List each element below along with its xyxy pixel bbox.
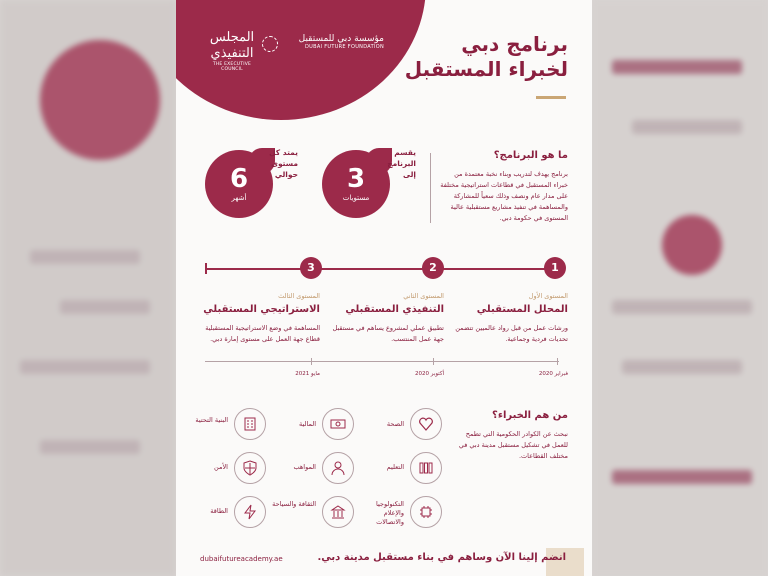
chip-icon xyxy=(410,496,442,528)
shield-icon xyxy=(234,452,266,484)
sector-health-label: الصحة xyxy=(386,420,404,428)
footer-url-link[interactable]: dubaifutureacademy.ae xyxy=(200,555,283,563)
title-underline xyxy=(536,96,566,99)
background-right-blur xyxy=(592,0,768,576)
sector-culture-label: الثقافة والسياحة xyxy=(272,500,316,508)
levels-stat-value: 3 xyxy=(346,164,366,194)
timeline-line xyxy=(205,268,559,270)
books-icon xyxy=(410,452,442,484)
level-3-marker: 3 xyxy=(300,257,322,279)
level-2-subtitle: المستوى الثاني xyxy=(403,292,444,300)
levels-stat-unit: مستويات xyxy=(342,194,370,202)
infographic-page xyxy=(176,0,592,576)
level-2-date: أكتوبر 2020 xyxy=(415,371,444,377)
council-logo-text: المجلس التنفيذي xyxy=(209,30,255,61)
executive-council-logo xyxy=(202,30,262,72)
level-1-subtitle: المستوى الأول xyxy=(528,292,568,300)
level-2-marker: 2 xyxy=(422,257,444,279)
levels-stat-label: يقسم البرنامج إلى xyxy=(387,148,416,179)
sector-technology-label: التكنولوجيا والإعلام والاتصالات xyxy=(376,500,404,526)
sector-infrastructure-label: البنية التحتية xyxy=(195,416,228,424)
background-left-blur xyxy=(0,0,176,576)
council-logo-english: THE EXECUTIVE COUNCIL xyxy=(212,62,252,72)
culture-icon xyxy=(322,496,354,528)
experts-section xyxy=(448,410,568,462)
sector-security-label: الأمن xyxy=(214,463,228,471)
about-heading: ما هو البرنامج؟ xyxy=(493,150,568,161)
foundation-name-en: DUBAI FUTURE FOUNDATION xyxy=(304,44,384,50)
lightning-icon xyxy=(234,496,266,528)
about-divider xyxy=(430,153,431,223)
sector-finance-label: المالية xyxy=(299,420,316,428)
dubai-future-foundation-logo xyxy=(280,34,384,50)
sector-education-label: التعليم xyxy=(386,463,404,471)
level-2-card xyxy=(326,292,444,345)
about-section xyxy=(440,150,568,224)
duration-stat-label: يمتد كل مستوى حوالي xyxy=(269,148,298,179)
level-1-description: ورشات عمل من قبل رواد عالميين تتضمن تحديات فردية وجماعية. xyxy=(455,324,568,343)
sector-talent-label: المواهب xyxy=(293,463,316,471)
duration-stat-value: 6 xyxy=(229,164,249,194)
level-1-marker: 1 xyxy=(544,257,566,279)
duration-stat-unit: أشهر xyxy=(231,194,247,202)
heart-icon xyxy=(410,408,442,440)
level-3-description: المساهمة في وضع الاستراتيجية المستقبلية قطاع جهة العمل على مستوى إمارة دبي. xyxy=(205,324,320,343)
level-1-card xyxy=(450,292,568,345)
level-3-card xyxy=(202,292,320,345)
dates-line xyxy=(205,361,559,362)
footer-cta: انضم إلينا الآن وساهم في بناء مستقبل مدينة دبي. xyxy=(317,552,566,563)
building-icon xyxy=(234,408,266,440)
level-1-date: فبراير 2020 xyxy=(538,371,568,377)
level-2-description: تطبيق عملي لمشروع يساهم في مستقبل جهة عمل المنتسب. xyxy=(332,324,444,343)
foundation-ring-icon xyxy=(262,36,278,52)
experts-body: نبحث عن الكوادر الحكومية التي تطمح للعمل في تشكيل مستقبل مدينة دبي في مختلف القطاعات. xyxy=(458,430,568,460)
level-2-name: التنفيذي المستقبلي xyxy=(345,304,444,315)
money-icon xyxy=(322,408,354,440)
title-line-2: لخبراء المستقبل xyxy=(404,57,568,81)
level-3-date: مايو 2021 xyxy=(295,371,320,377)
level-3-name: الاستراتيجي المستقبلي xyxy=(203,304,320,315)
title-line-1: برنامج دبي xyxy=(461,32,568,56)
about-body: برنامج يهدف لتدريب وبناء نخبة معتمدة من خبراء المستقبل في قطاعات استراتيجية مختلفة على مدار عام ونصف وذلك سعياً للمشاركة والمساهمة في تنفيذ مشاريع مستقبلية عالية المستوى في حكومة دبي. xyxy=(440,170,568,222)
person-icon xyxy=(322,452,354,484)
page-title xyxy=(405,32,568,82)
level-1-name: المحلل المستقبلي xyxy=(476,304,568,315)
experts-heading: من هم الخبراء؟ xyxy=(492,410,568,421)
level-3-subtitle: المستوى الثالث xyxy=(278,292,320,300)
foundation-name-ar: مؤسسة دبي للمستقبل xyxy=(298,34,384,44)
timeline-end-tick xyxy=(205,263,207,274)
sector-energy-label: الطاقة xyxy=(210,507,228,515)
